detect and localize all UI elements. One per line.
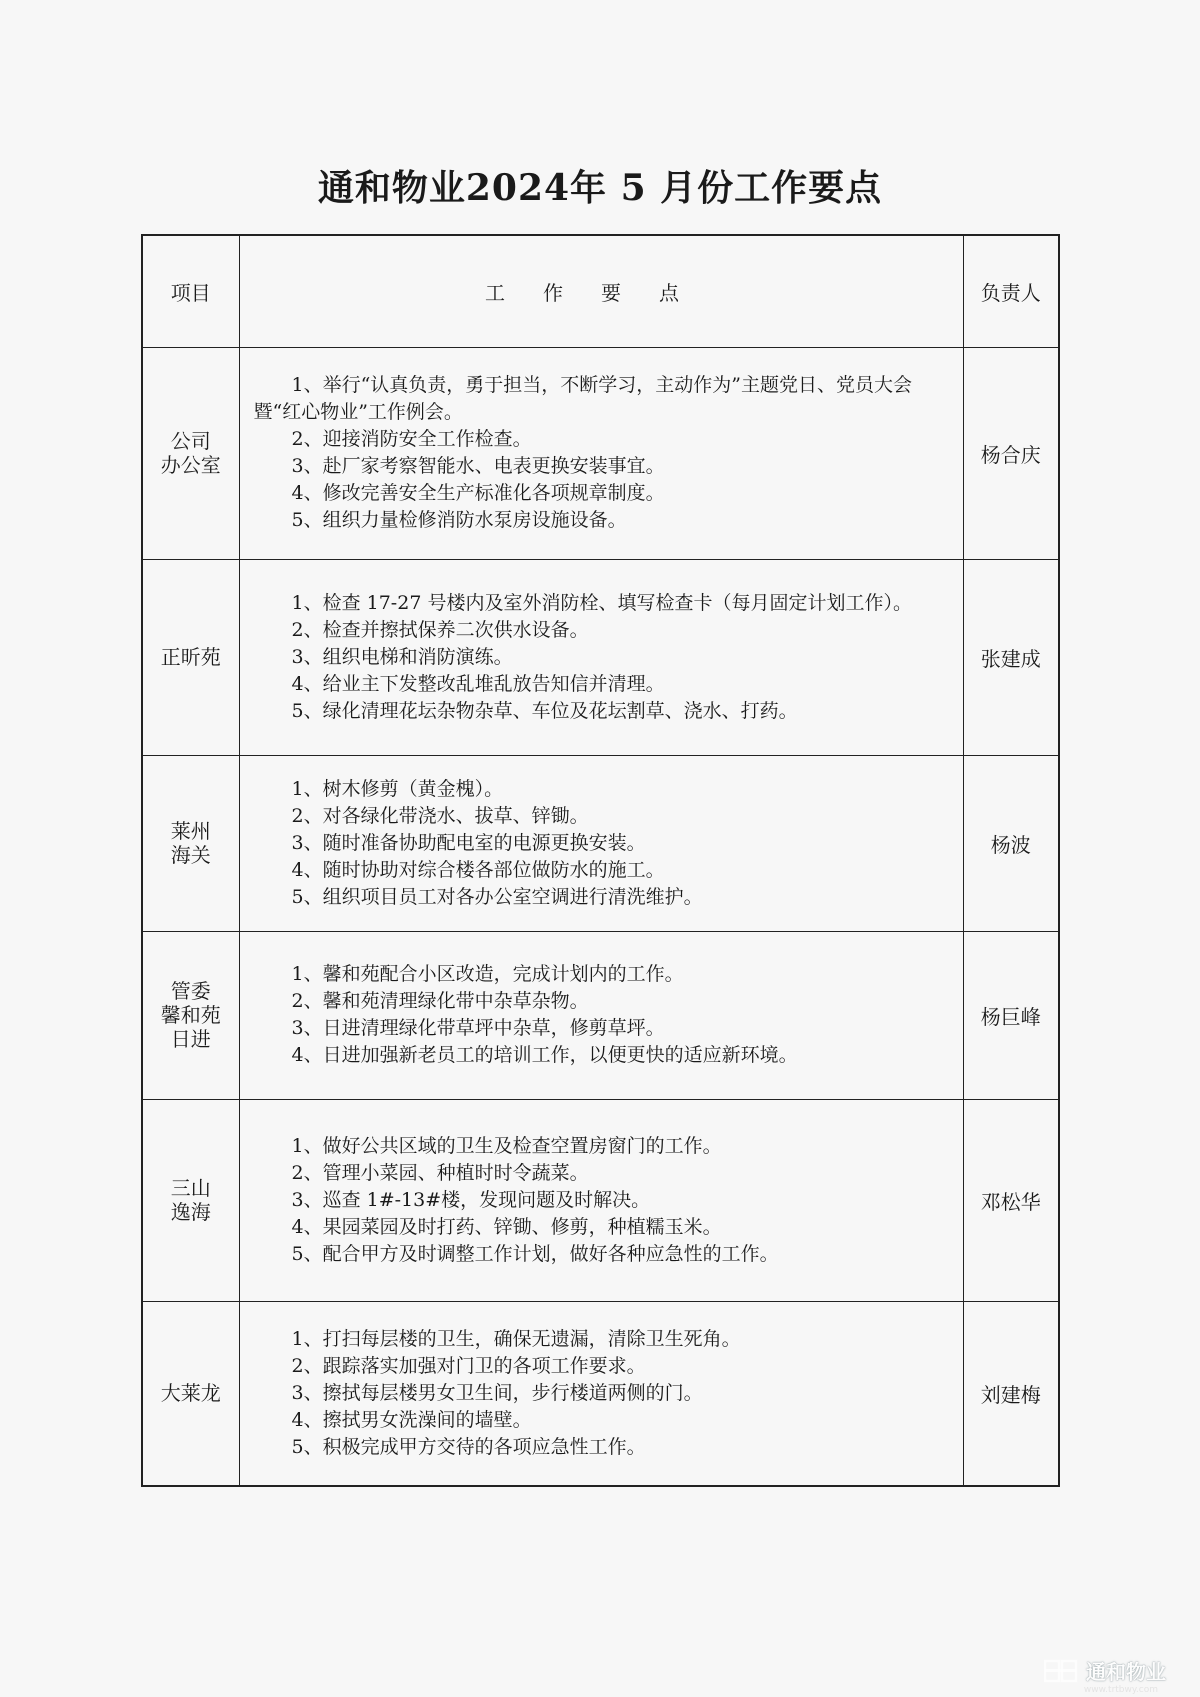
header-work-points-label: 工作要点 bbox=[485, 280, 717, 305]
work-item: 3、赴厂家考察智能水、电表更换安装事宜。 bbox=[291, 455, 665, 477]
work-item: 2、检查并擦拭保养二次供水设备。 bbox=[291, 618, 589, 641]
work-item: 3、擦拭每层楼男女卫生间，步行楼道两侧的门。 bbox=[291, 1381, 703, 1404]
project-name-line: 公司 bbox=[170, 429, 211, 453]
project-name-line: 馨和苑 bbox=[160, 1003, 221, 1027]
table-row bbox=[142, 1099, 1059, 1301]
table-row bbox=[142, 755, 1059, 931]
header-person: 负责人 bbox=[963, 235, 1059, 347]
project-name-line: 管委 bbox=[170, 979, 211, 1003]
watermark-url: www.trtbwy.com bbox=[1083, 1685, 1158, 1695]
work-item: 3、组织电梯和消防演练。 bbox=[291, 645, 513, 668]
project-name-line: 日进 bbox=[170, 1027, 211, 1051]
work-item: 4、修改完善安全生产标准化各项规章制度。 bbox=[291, 482, 665, 504]
work-item: 4、日进加强新老员工的培训工作，以便更快的适应新环境。 bbox=[291, 1044, 798, 1066]
person-cell: 杨巨峰 bbox=[963, 931, 1059, 1099]
header-work-points bbox=[239, 235, 963, 347]
project-name-line: 海关 bbox=[170, 843, 211, 867]
watermark bbox=[1044, 1656, 1166, 1685]
work-item: 2、迎接消防安全工作检查。 bbox=[291, 428, 532, 450]
work-item: 1、做好公共区域的卫生及检查空置房窗门的工作。 bbox=[291, 1134, 722, 1157]
work-item: 1、举行“认真负责，勇于担当，不断学习，主动作为”主题党日、党员大会暨“红心物业”工作例会。 bbox=[253, 374, 913, 423]
work-item: 4、随时协助对综合楼各部位做防水的施工。 bbox=[291, 858, 665, 881]
project-name-line: 大莱龙 bbox=[160, 1381, 221, 1406]
project-cell bbox=[142, 931, 239, 1099]
work-points-cell bbox=[239, 1301, 963, 1486]
work-item: 1、树木修剪（黄金槐）。 bbox=[291, 777, 504, 800]
work-points-cell bbox=[239, 931, 963, 1099]
project-cell bbox=[142, 755, 239, 931]
table-row bbox=[142, 347, 1059, 559]
work-item: 3、随时准备协助配电室的电源更换安装。 bbox=[291, 831, 646, 854]
work-item: 3、巡查 1#-13#楼，发现问题及时解决。 bbox=[291, 1188, 651, 1211]
work-item: 2、管理小菜园、种植时时令蔬菜。 bbox=[291, 1161, 589, 1184]
work-item: 5、积极完成甲方交待的各项应急性工作。 bbox=[291, 1435, 646, 1458]
watermark-company-name: 通和物业 bbox=[1086, 1660, 1166, 1684]
project-name-line: 莱州 bbox=[170, 819, 211, 843]
person-cell: 刘建梅 bbox=[963, 1301, 1059, 1486]
header-project: 项目 bbox=[142, 235, 239, 347]
person-cell: 张建成 bbox=[963, 559, 1059, 755]
person-cell: 邓松华 bbox=[963, 1099, 1059, 1301]
work-item: 1、检查 17-27 号楼内及室外消防栓、填写检查卡（每月固定计划工作）。 bbox=[291, 591, 912, 614]
project-name-line: 三山 bbox=[170, 1176, 211, 1200]
work-points-cell bbox=[239, 755, 963, 931]
work-points-cell bbox=[239, 1099, 963, 1301]
work-points-cell bbox=[239, 559, 963, 755]
table-row bbox=[142, 931, 1059, 1099]
company-logo-icon bbox=[1044, 1658, 1078, 1684]
work-item: 1、打扫每层楼的卫生，确保无遗漏，清除卫生死角。 bbox=[291, 1327, 741, 1350]
work-item: 2、对各绿化带浇水、拔草、锌锄。 bbox=[291, 804, 589, 827]
work-item: 4、果园菜园及时打药、锌锄、修剪，种植糯玉米。 bbox=[291, 1215, 722, 1238]
page-title: 通和物业2024年 5 月份工作要点 bbox=[317, 167, 883, 209]
work-item: 2、馨和苑清理绿化带中杂草杂物。 bbox=[291, 990, 589, 1012]
work-plan-table bbox=[141, 234, 1060, 1487]
person-cell: 杨合庆 bbox=[963, 347, 1059, 559]
work-item: 4、擦拭男女洗澡间的墙壁。 bbox=[291, 1408, 532, 1431]
work-item: 2、跟踪落实加强对门卫的各项工作要求。 bbox=[291, 1354, 646, 1377]
project-cell bbox=[142, 347, 239, 559]
person-cell: 杨波 bbox=[963, 755, 1059, 931]
table-row bbox=[142, 559, 1059, 755]
work-item: 5、绿化清理花坛杂物杂草、车位及花坛割草、浇水、打药。 bbox=[291, 699, 798, 722]
work-item: 3、日进清理绿化带草坪中杂草，修剪草坪。 bbox=[291, 1017, 665, 1039]
project-name-line: 办公室 bbox=[160, 453, 221, 477]
work-item: 5、配合甲方及时调整工作计划，做好各种应急性的工作。 bbox=[291, 1242, 779, 1265]
work-points-cell bbox=[239, 347, 963, 559]
project-cell bbox=[142, 559, 239, 755]
table-header-row bbox=[142, 235, 1059, 347]
work-item: 4、给业主下发整改乱堆乱放告知信并清理。 bbox=[291, 672, 665, 695]
work-item: 5、组织项目员工对各办公室空调进行清洗维护。 bbox=[291, 885, 703, 908]
work-item: 1、馨和苑配合小区改造，完成计划内的工作。 bbox=[291, 963, 684, 985]
project-name-line: 逸海 bbox=[170, 1200, 211, 1224]
work-item: 5、组织力量检修消防水泵房设施设备。 bbox=[291, 509, 627, 531]
project-name-line: 正昕苑 bbox=[160, 645, 221, 669]
project-cell bbox=[142, 1301, 239, 1486]
table-row bbox=[142, 1301, 1059, 1486]
project-cell bbox=[142, 1099, 239, 1301]
